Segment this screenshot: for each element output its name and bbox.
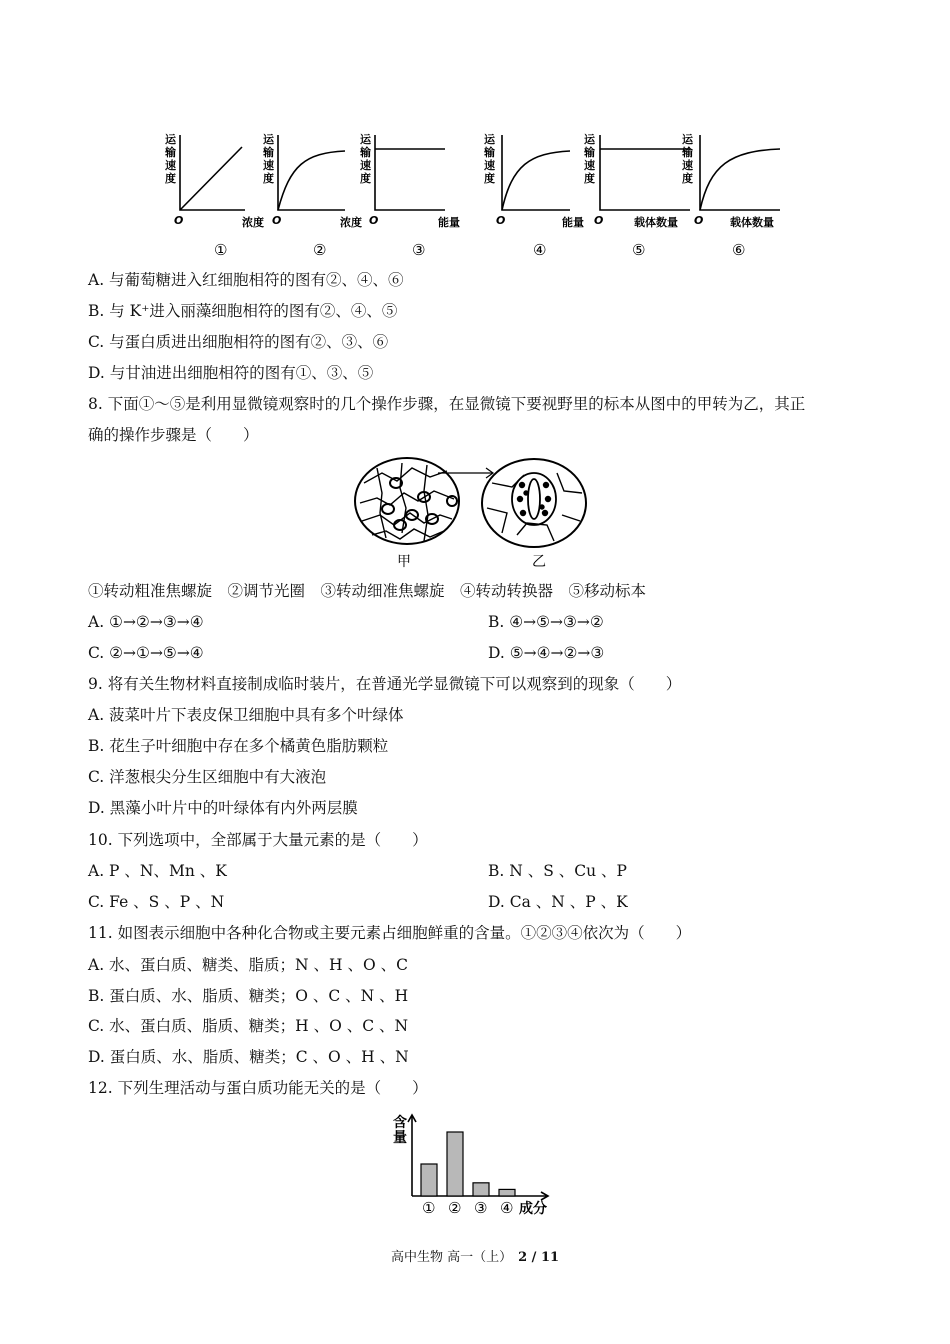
q10-option-d: D. Ca 、N 、P 、K — [488, 893, 628, 911]
y-label-3 — [359, 132, 372, 185]
bar-3 — [473, 1183, 489, 1196]
q8-steps: ①转动粗准焦螺旋 ②调节光圈 ③转动细准焦螺旋 ④转动转换器 ⑤移动标本 — [88, 582, 647, 600]
x-label-3: 能量 — [438, 216, 460, 229]
y-label-4 — [483, 132, 496, 185]
q9-option-d: D. 黑藻小叶片中的叶绿体有内外两层膜 — [88, 799, 358, 817]
view-jia — [355, 458, 459, 544]
chart-ylabel-char-2: 量 — [393, 1130, 407, 1146]
origin-5: O — [594, 214, 604, 227]
q11-option-b: B. 蛋白质、水、脂质、糖类；O 、C 、N 、H — [88, 987, 409, 1005]
page-number: 2 / 11 — [518, 1250, 560, 1265]
q8-option-a: A. ①→②→③→④ — [88, 613, 204, 631]
x-label-5: 载体数量 — [634, 216, 678, 229]
graph-num-1: ① — [214, 241, 228, 259]
q8-option-c: C. ②→①→⑤→④ — [88, 644, 204, 662]
svg-text:输: 输 — [584, 146, 595, 159]
svg-text:输: 输 — [484, 146, 495, 159]
q8-stem-line2: 确的操作步骤是（ ） — [88, 426, 259, 444]
svg-text:速: 速 — [360, 159, 371, 172]
svg-text:度: 度 — [682, 172, 693, 185]
svg-text:度: 度 — [484, 172, 495, 185]
y-label-6 — [681, 132, 694, 185]
y-label-1 — [164, 132, 177, 185]
q11-option-d: D. 蛋白质、水、脂质、糖类；C 、O 、H 、N — [88, 1048, 409, 1066]
graph-5-axes — [600, 135, 690, 210]
x-label-6: 载体数量 — [730, 216, 774, 229]
svg-text:速: 速 — [484, 159, 495, 172]
svg-text:速: 速 — [165, 159, 176, 172]
q10-stem: 10. 下列选项中，全部属于大量元素的是（ ） — [88, 831, 428, 849]
bar-1 — [421, 1164, 437, 1196]
bar-2 — [447, 1132, 463, 1196]
origin-1: O — [174, 214, 184, 227]
footer-text: 高中生物 高一（上） — [390, 1250, 513, 1265]
svg-text:速: 速 — [584, 159, 595, 172]
graph-6-axes — [700, 135, 780, 210]
svg-text:速: 速 — [682, 159, 693, 172]
x-label-4: 能量 — [562, 216, 584, 229]
view-yi — [482, 459, 586, 547]
q9-option-a: A. 菠菜叶片下表皮保卫细胞中具有多个叶绿体 — [88, 706, 404, 724]
x-label-2: 浓度 — [340, 216, 362, 229]
q9-stem: 9. 将有关生物材料直接制成临时装片，在普通光学显微镜下可以观察到的现象（ ） — [88, 675, 682, 693]
svg-text:运: 运 — [484, 133, 495, 146]
y-label-5 — [583, 132, 596, 185]
svg-text:运: 运 — [360, 133, 371, 146]
svg-text:输: 输 — [682, 146, 693, 159]
x-tick-1: ① — [422, 1199, 436, 1217]
svg-text:运: 运 — [682, 133, 693, 146]
svg-text:度: 度 — [165, 172, 176, 185]
q7-option-b: B. 与 K⁺进入丽藻细胞相符的图有②、④、⑤ — [88, 302, 398, 320]
graph-1-curve — [180, 147, 242, 210]
svg-text:度: 度 — [360, 172, 371, 185]
graph-num-5: ⑤ — [632, 241, 646, 259]
svg-text:速: 速 — [263, 159, 274, 172]
q9-option-c: C. 洋葱根尖分生区细胞中有大液泡 — [88, 768, 327, 786]
q7-option-a: A. 与葡萄糖进入红细胞相符的图有②、④、⑥ — [88, 271, 404, 289]
graph-2-curve — [278, 151, 345, 210]
svg-text:度: 度 — [263, 172, 274, 185]
graph-4-curve — [502, 151, 570, 210]
graph-1-axes — [180, 135, 245, 210]
x-tick-2: ② — [448, 1199, 462, 1217]
chart-xlabel: 成分 — [519, 1201, 547, 1217]
svg-text:运: 运 — [263, 133, 274, 146]
microscope-figure — [352, 453, 598, 575]
graph-num-4: ④ — [533, 241, 547, 259]
chart-ylabel-char-1: 含 — [393, 1115, 407, 1131]
page-footer — [0, 1246, 950, 1265]
label-yi: 乙 — [532, 554, 546, 570]
x-label-1: 浓度 — [242, 216, 264, 229]
graph-num-3: ③ — [412, 241, 426, 259]
label-jia: 甲 — [397, 554, 411, 570]
graph-3-axes — [375, 135, 445, 210]
y-label-2 — [262, 132, 275, 185]
origin-6: O — [694, 214, 704, 227]
q11-stem: 11. 如图表示细胞中各种化合物或主要元素占细胞鲜重的含量。①②③④依次为（ ） — [88, 924, 692, 942]
origin-4: O — [496, 214, 506, 227]
q10-option-b: B. N 、S 、Cu 、P — [488, 862, 627, 880]
q7-option-c: C. 与蛋白质进出细胞相符的图有②、③、⑥ — [88, 333, 389, 351]
x-tick-3: ③ — [474, 1199, 488, 1217]
transport-graphs — [150, 125, 800, 260]
graph-2-axes — [278, 135, 345, 210]
q9-option-b: B. 花生子叶细胞中存在多个橘黄色脂肪颗粒 — [88, 737, 389, 755]
q8-option-b: B. ④→⑤→③→② — [488, 613, 604, 631]
q8-stem-line1: 8. 下面①～⑤是利用显微镜观察时的几个操作步骤，在显微镜下要视野里的标本从图中的甲转为乙，其正 — [88, 395, 806, 413]
q10-option-a: A. P 、N、Mn 、K — [88, 862, 227, 880]
svg-text:输: 输 — [263, 146, 274, 159]
origin-2: O — [272, 214, 282, 227]
q8-option-d: D. ⑤→④→②→③ — [488, 644, 605, 662]
q11-option-a: A. 水、蛋白质、糖类、脂质；N 、H 、O 、C — [88, 956, 408, 974]
svg-text:度: 度 — [584, 172, 595, 185]
content-bar-chart — [385, 1112, 560, 1220]
q12-stem: 12. 下列生理活动与蛋白质功能无关的是（ ） — [88, 1079, 428, 1097]
q10-option-c: C. Fe 、S 、P 、N — [88, 893, 225, 911]
graph-4-axes — [502, 135, 570, 210]
svg-text:输: 输 — [165, 146, 176, 159]
arrow-jia-to-yi — [438, 468, 493, 478]
graph-num-2: ② — [313, 241, 327, 259]
x-tick-4: ④ — [500, 1199, 514, 1217]
svg-text:运: 运 — [584, 133, 595, 146]
graph-6-curve — [700, 149, 780, 210]
q7-option-d: D. 与甘油进出细胞相符的图有①、③、⑤ — [88, 364, 374, 382]
svg-text:输: 输 — [360, 146, 371, 159]
y-char: 运 — [165, 133, 176, 146]
bar-4 — [499, 1189, 515, 1196]
graph-num-6: ⑥ — [732, 241, 746, 259]
q11-option-c: C. 水、蛋白质、脂质、糖类；H 、O 、C 、N — [88, 1017, 409, 1035]
origin-3: O — [369, 214, 379, 227]
